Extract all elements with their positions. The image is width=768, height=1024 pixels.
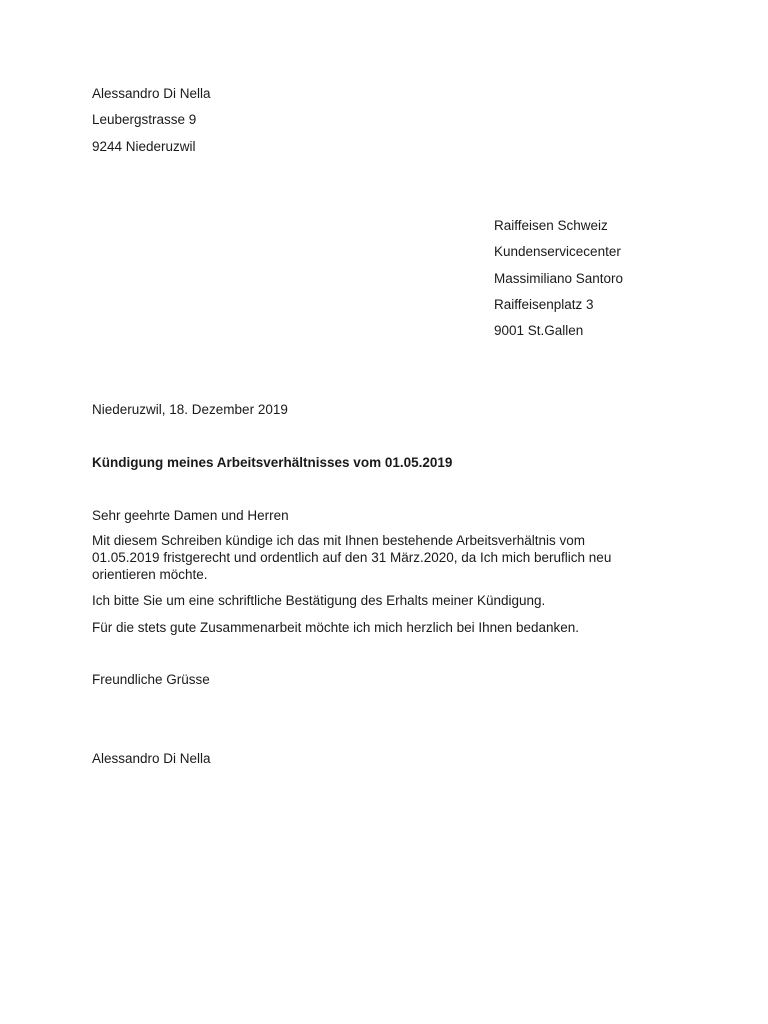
place-date: Niederuzwil, 18. Dezember 2019	[92, 402, 288, 417]
body-paragraph-3: Für die stets gute Zusammenarbeit möchte ich mich herzlich bei Ihnen bedanken.	[92, 620, 580, 635]
sender-city: 9244 Niederuzwil	[92, 139, 196, 154]
recipient-line-4: Raiffeisenplatz 3	[494, 297, 594, 312]
closing: Freundliche Grüsse	[92, 672, 210, 687]
body-paragraph-2: Ich bitte Sie um eine schriftliche Bestätigung des Erhalts meiner Kündigung.	[92, 593, 546, 608]
body-paragraph-1-line-1: Mit diesem Schreiben kündige ich das mit Ihnen bestehende Arbeitsverhältnis vom	[92, 533, 586, 548]
recipient-line-1: Raiffeisen Schweiz	[494, 218, 608, 233]
body-paragraph-1-line-2: 01.05.2019 fristgerecht und ordentlich auf den 31 März.2020, da Ich mich beruflich neu	[92, 550, 612, 565]
sender-name: Alessandro Di Nella	[92, 86, 211, 101]
subject-line: Kündigung meines Arbeitsverhältnisses vom 01.05.2019	[92, 455, 453, 470]
recipient-line-3: Massimiliano Santoro	[494, 271, 624, 286]
recipient-line-5: 9001 St.Gallen	[494, 323, 584, 338]
salutation: Sehr geehrte Damen und Herren	[92, 508, 289, 523]
body-paragraph-1-line-3: orientieren möchte.	[92, 567, 208, 582]
sender-street: Leubergstrasse 9	[92, 112, 197, 127]
signature-name: Alessandro Di Nella	[92, 751, 211, 766]
recipient-line-2: Kundenservicecenter	[494, 244, 621, 259]
